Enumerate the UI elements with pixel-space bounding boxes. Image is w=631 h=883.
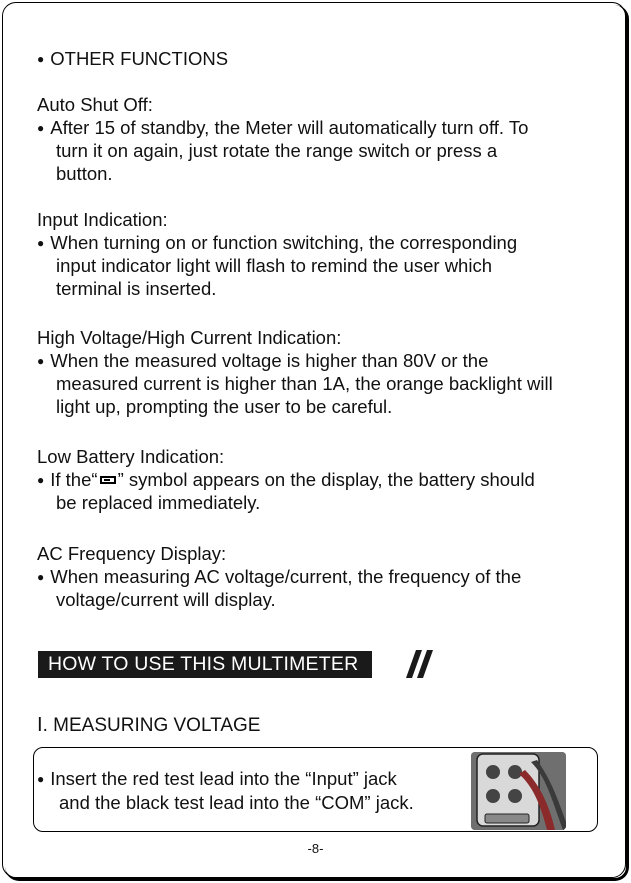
auto-shut-off-line-3: button. <box>56 163 113 184</box>
multimeter-jack-photo <box>471 752 566 830</box>
high-voltage-line-1: ● When the measured voltage is higher than 80V or the <box>37 349 488 375</box>
auto-shut-off-heading: Auto Shut Off: <box>37 94 153 115</box>
high-voltage-heading: High Voltage/High Current Indication: <box>37 327 342 348</box>
low-battery-line-2: be replaced immediately. <box>56 492 261 513</box>
input-indication-line-3: terminal is inserted. <box>56 278 217 299</box>
high-voltage-line-2: measured current is higher than 1A, the orange backlight will <box>56 373 553 394</box>
instruction-line-1: ● Insert the red test lead into the “Input” jack <box>37 767 397 793</box>
high-voltage-line-3: light up, prompting the user to be careful. <box>56 396 393 417</box>
section-title-other-functions: ● OTHER FUNCTIONS <box>37 47 228 73</box>
low-battery-text-before: If the“ <box>50 469 98 490</box>
low-battery-heading: Low Battery Indication: <box>37 446 225 467</box>
input-indication-heading: Input Indication: <box>37 209 168 230</box>
input-indication-line-2: input indicator light will flash to remind the user which <box>56 255 492 276</box>
ac-frequency-line-1: ● When measuring AC voltage/current, the frequency of the <box>37 565 521 591</box>
battery-icon <box>100 476 116 484</box>
input-indication-line-1: ● When turning on or function switching, the corresponding <box>37 231 517 257</box>
auto-shut-off-line-2: turn it on again, just rotate the range switch or press a <box>56 140 498 161</box>
auto-shut-off-line-1: ● After 15 of standby, the Meter will automatically turn off. To <box>37 116 528 142</box>
ac-frequency-heading: AC Frequency Display: <box>37 543 227 564</box>
measuring-voltage-text: . MEASURING VOLTAGE <box>42 715 261 736</box>
section-banner: HOW TO USE THIS MULTIMETER <box>38 651 372 678</box>
slashes-icon <box>406 649 440 679</box>
measuring-voltage-title <box>37 714 260 737</box>
instruction-line-2: and the black test lead into the “COM” jack. <box>59 792 414 813</box>
page-number: -8- <box>307 841 324 856</box>
low-battery-text-after: ” symbol appears on the display, the battery should <box>117 469 535 490</box>
roman-numeral: Ⅰ <box>37 715 43 736</box>
ac-frequency-line-2: voltage/current will display. <box>56 589 276 610</box>
